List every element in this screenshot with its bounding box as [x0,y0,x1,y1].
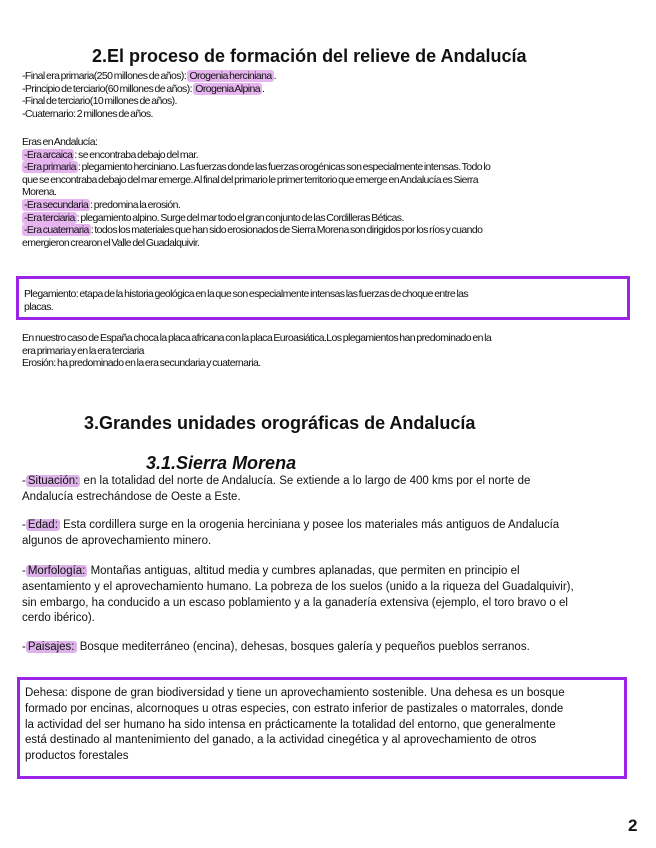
term-label: Edad: [27,519,58,531]
dehesa-definition-box [17,677,627,779]
term-label: Morfología: [27,565,86,577]
page-number: 2 [628,816,638,835]
era-terciaria [22,212,642,225]
period-text: -Principio de terciario(60 millones de años): [22,82,194,95]
edad-paragraph [22,518,642,550]
era-secundaria [22,199,642,212]
era-arcaica [22,149,642,162]
paragraph-line: era primaria y en la era terciaria [22,344,144,357]
section-2-title: 2.El proceso de formación del relieve de Andalucía [92,46,527,66]
era-label: -Era terciaria [24,211,75,224]
subsection-title: 3.1.Sierra Morena [146,453,297,473]
period-item: -Final de terciario(10 millones de años). [22,95,177,108]
definition-line: está destinado al mantenimiento del ganado, a la actividad cinegética y al aprovechamiento de otros [25,734,537,747]
eras-section [22,136,642,249]
era-primaria-line: Morena. [22,186,57,199]
era-label: -Era cuaternaria [24,224,89,237]
paragraph-line: En nuestro caso de España choca la placa africana con la placa Euroasiática.Los plegamientos han predominado en la [22,332,492,344]
paisajes-paragraph [22,640,642,656]
era-primaria [22,161,642,174]
era-text: : se encontraba debajo del mar. [74,148,198,161]
paragraph-line: asentamiento y el aprovechamiento humano. La pobreza de los suelos (unido a la riqueza del Guadalquivir), [22,580,574,593]
definition-line: Plegamiento: etapa de la historia geológica en la que son especialmente intensas las fuerzas de choque entre las [24,288,469,300]
definition-line: productos forestales [25,750,129,763]
era-cuaternaria-line: emergieron crearon el Valle del Guadalquivir. [22,236,200,249]
paragraph-line: algunos de aprovechamiento minero. [22,534,212,547]
definition-line: formado por encinas, alcornoques u otras especies, con estrato inferior de pastizales o matorrales, donde [25,702,564,715]
era-text: : plegamiento herciniano. Las fuerzas donde las fuerzas orogénicas son especialmente intensas. Todo lo [77,161,491,174]
plegamiento-definition-box [16,276,630,320]
eras-heading: Eras en Andalucía: [22,136,98,148]
highlighted-term: Orogenia herciniana [189,70,272,82]
period-item: -Cuaternario: 2 millones de años. [22,107,153,120]
era-text: : predomina la erosión. [90,198,181,211]
period-item [22,70,642,83]
paragraph-line: Erosión: ha predominado en la era secundaria y cuaternaria. [22,357,261,370]
paragraph-text: en la totalidad del norte de Andalucía. Se extiende a lo largo de 400 kms por el norte de [80,475,531,487]
era-label: -Era arcaica [24,148,73,161]
era-label: -Era primaria [24,161,76,174]
item-dash: - [22,519,26,531]
period-suffix: . [261,82,265,95]
paragraph-text: Montañas antiguas, altitud media y cumbres aplanadas, que permiten en principio el [87,565,520,577]
paragraph-line: sin embargo, ha conducido a un escaso poblamiento y a la ganadería extensiva (ejemplo, el toro bravo o el [22,596,568,609]
era-text: : plegamiento alpino. Surge del mar todo el gran conjunto de las Cordilleras Béticas. [76,211,404,224]
definition-line: la actividad del ser humano ha sido intensa en prácticamente la totalidad del entorno, que generalmente [25,718,556,731]
item-dash: - [22,475,26,487]
era-primaria-line: que se encontraba debajo del mar emerge. Al final del primario le primer territorio que emerge en Andalucía es Sierra [22,173,478,186]
definition-line: Dehesa: dispone de gran biodiversidad y tiene un aprovechamiento sostenible. Una dehesa es un bosque [25,687,565,699]
period-suffix: . [273,70,276,82]
situacion-paragraph [22,474,642,506]
morfologia-paragraph [22,564,642,627]
paragraph-line: cerdo ibérico). [22,612,95,625]
period-text: -Final era primaria(250 millones de años): [22,70,188,82]
paragraph-text: Bosque mediterráneo (encina), dehesas, bosques galería y pequeños pueblos serranos. [76,641,530,653]
era-cuaternaria [22,224,642,237]
paragraph-text: Esta cordillera surge en la orogenia herciniana y posee los materiales más antiguos de Andalucía [59,519,560,531]
definition-line: placas. [24,300,54,313]
item-dash: - [22,565,26,577]
section-3-title: 3.Grandes unidades orográficas de Andalucía [84,413,476,433]
era-label: -Era secundaria [24,198,89,211]
periods-list [22,70,642,120]
period-item [22,83,642,96]
paragraph-line: Andalucía estrechándose de Oeste a Este. [22,490,241,503]
era-text: : todos los materiales que han sido erosionados de Sierra Morena son dirigidos por los ríos y cuando [90,224,483,237]
plates-paragraph [22,332,642,370]
highlighted-term: Orogenia Alpina [195,82,260,95]
term-label: Paisajes: [27,641,75,653]
item-dash: - [22,641,26,653]
term-label: Situación: [27,475,79,487]
